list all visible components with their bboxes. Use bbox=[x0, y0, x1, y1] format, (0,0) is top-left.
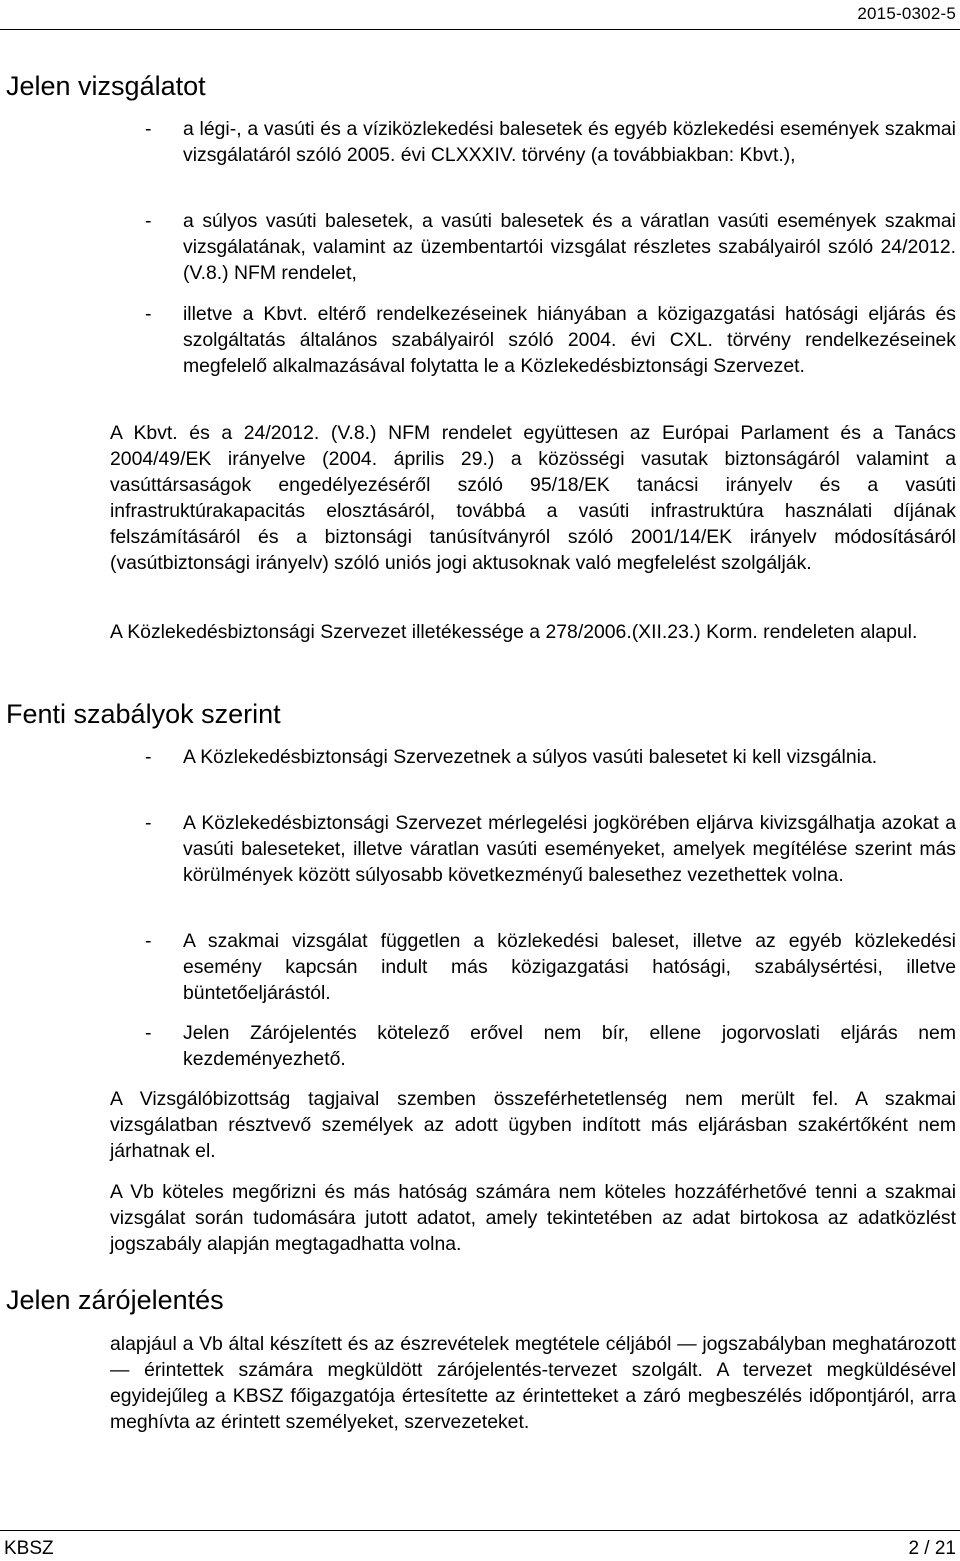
dash-bullet: - bbox=[145, 812, 152, 834]
list-item bbox=[145, 116, 956, 168]
list-item-text: A szakmai vizsgálat független a közlekedési baleset, illetve az egyéb közlekedési esemény kapcsán indult más közigazgatási hatósági, szabálysértési, illetve büntetőeljárástól. bbox=[183, 930, 956, 1004]
document-code: 2015-0302-5 bbox=[857, 4, 956, 23]
list-item bbox=[145, 744, 956, 770]
list-item bbox=[145, 301, 956, 379]
dash-bullet: - bbox=[145, 118, 152, 140]
paragraph: A Vb köteles megőrizni és más hatóság számára nem köteles hozzáférhetővé tenni a szakmai vizsgálat során tudomására jutott adatot, amely tekintetében az adat birtokosa az adatközlést jogszabály alapján megtagadhatta volna. bbox=[110, 1181, 956, 1255]
list-item-text: A Közlekedésbiztonsági Szervezetnek a súlyos vasúti balesetet ki kell vizsgálnia. bbox=[183, 746, 878, 768]
paragraph: A Kbvt. és a 24/2012. (V.8.) NFM rendelet együttesen az Európai Parlament és a Tanács 2004/49/EK irányelve (2004. április 29.) a közösségi vasutak biztonságáról valamint a vasúttársaságok engedélyezéséről szóló 95/18/EK tanácsi irányelv és a vasúti infrastruktúrakapacitás elosztásáról, továbbá a vasúti infrastruktúra használati díjának felszámításáról és a biztonsági tanúsítványról szóló 2001/14/EK irányelv módosításáról (vasútbiztonsági irányelv) szóló uniós jogi aktusoknak való megfelelést szolgálják. bbox=[110, 422, 956, 574]
dash-bullet: - bbox=[145, 930, 152, 952]
list-item bbox=[145, 810, 956, 888]
paragraph: A Közlekedésbiztonsági Szervezet illetékessége a 278/2006.(XII.23.) Korm. rendeleten alapul. bbox=[110, 621, 918, 643]
list-item-text: illetve a Kbvt. eltérő rendelkezéseinek hiányában a közigazgatási hatósági eljárás és szolgáltatás általános szabályairól szóló 2004. évi CXL. törvény rendelkezéseinek megfelelő alkalmazásával folytatta le a Közlekedésbiztonsági Szervezet. bbox=[183, 303, 956, 377]
list-item bbox=[145, 208, 956, 286]
footer-organization: KBSZ bbox=[4, 1538, 54, 1559]
list-item-text: A Közlekedésbiztonsági Szervezet mérlegelési jogkörében eljárva kivizsgálhatja azokat a vasúti baleseteket, illetve váratlan vasúti eseményeket, amelyek megítélése szerint más körülmények között súlyosabb következményű balesethez vezethettek volna. bbox=[183, 812, 956, 886]
list-item-text: a súlyos vasúti balesetek, a vasúti balesetek és a váratlan vasúti események szakmai vizsgálatának, valamint az üzembentartói vizsgálat részletes szabályairól szóló 24/2012. (V.8.) NFM rendelet, bbox=[183, 210, 956, 284]
paragraph: A Vizsgálóbizottság tagjaival szemben összeférhetetlenség nem merült fel. A szakmai vizsgálatban résztvevő személyek az adott ügyben indított más eljárásban szakértőként nem járhatnak el. bbox=[110, 1088, 956, 1162]
section-title-jelen-vizsgalatot: Jelen vizsgálatot bbox=[6, 71, 206, 101]
paragraph: alapjául a Vb által készített és az észrevételek megtétele céljából — jogszabályban meghatározott — érintettek számára megküldött zárójelentés-tervezet szolgált. A tervezet megküldésével egyidejűleg a KBSZ főigazgatója értesítette az érintetteket a záró megbeszélés időpontjáról, arra meghívta az érintett személyeket, szervezeteket. bbox=[110, 1333, 956, 1433]
footer-divider bbox=[0, 1530, 960, 1531]
dash-bullet: - bbox=[145, 303, 152, 325]
list-item bbox=[145, 1020, 956, 1072]
section-title-fenti-szabalyok: Fenti szabályok szerint bbox=[6, 699, 281, 729]
section-title-jelen-zarojelentes: Jelen zárójelentés bbox=[6, 1285, 224, 1315]
dash-bullet: - bbox=[145, 210, 152, 232]
list-item bbox=[145, 928, 956, 1006]
header-divider bbox=[0, 29, 960, 30]
dash-bullet: - bbox=[145, 746, 152, 768]
list-item-text: a légi-, a vasúti és a víziközlekedési balesetek és egyéb közlekedési események szakmai vizsgálatáról szóló 2005. évi CLXXXIV. törvény (a továbbiakban: Kbvt.), bbox=[183, 118, 956, 166]
dash-bullet: - bbox=[145, 1022, 152, 1044]
list-item-text: Jelen Zárójelentés kötelező erővel nem bír, ellene jogorvoslati eljárás nem kezdeményezhető. bbox=[183, 1022, 956, 1070]
page-number: 2 / 21 bbox=[908, 1538, 956, 1559]
